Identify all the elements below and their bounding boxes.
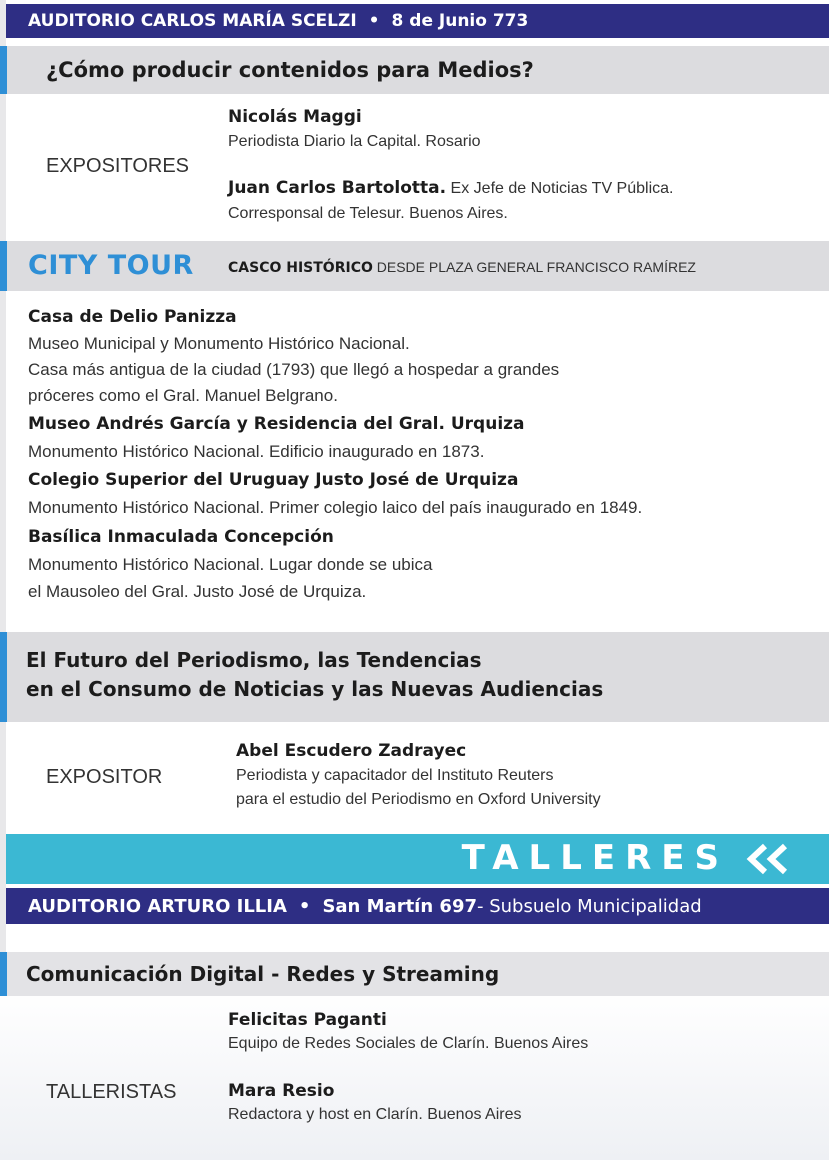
venue-bar-scelzi — [6, 4, 829, 38]
venue-bar-illia — [6, 888, 829, 924]
tour-stop-title: Basílica Inmaculada Concepción — [28, 527, 334, 547]
city-tour-subtitle — [228, 259, 696, 276]
speaker-description: Periodista Diario la Capital. Rosario — [228, 133, 481, 150]
speaker-description: Periodista y capacitador del Instituto Reuters — [236, 767, 554, 784]
venue-extra: - Subsuelo Municipalidad — [477, 895, 702, 917]
tour-stop-text: el Mausoleo del Gral. Justo José de Urquiza. — [28, 582, 367, 601]
session-title: ¿Cómo producir contenidos para Medios? — [46, 58, 534, 82]
venue-name: AUDITORIO ARTURO ILLIA — [28, 895, 287, 917]
role-label-expositores: EXPOSITORES — [46, 155, 190, 177]
venue-address: San Martín 697 — [322, 895, 477, 917]
session-accent-tab — [0, 632, 7, 722]
session-title-line2: en el Consumo de Noticias y las Nuevas Audiencias — [26, 677, 604, 701]
speaker-description: Redactora y host en Clarín. Buenos Aires — [228, 1106, 522, 1123]
tour-stop-text: próceres como el Gral. Manuel Belgrano. — [28, 386, 338, 405]
tour-stop-text: Casa más antigua de la ciudad (1793) que llegó a hospedar a grandes — [28, 360, 560, 379]
speaker-description: Corresponsal de Telesur. Buenos Aires. — [228, 205, 508, 222]
session-title: Comunicación Digital - Redes y Streaming — [26, 962, 500, 986]
session-accent-tab — [0, 952, 7, 996]
double-chevron-left-icon — [735, 840, 799, 878]
city-tour-accent-tab — [0, 241, 7, 291]
tour-stop-text: Monumento Histórico Nacional. Edificio inaugurado en 1873. — [28, 442, 485, 461]
tour-stop-text: Museo Municipal y Monumento Histórico Nacional. — [28, 334, 410, 353]
city-tour-title: CITY TOUR — [28, 250, 194, 281]
speaker-name: Juan Carlos Bartolotta. — [228, 178, 447, 198]
tour-stop-text: Monumento Histórico Nacional. Primer colegio laico del país inaugurado en 1849. — [28, 498, 643, 517]
role-label-expositor: EXPOSITOR — [46, 766, 163, 788]
speaker-name: Abel Escudero Zadrayec — [236, 741, 467, 761]
tour-stop-text: Monumento Histórico Nacional. Lugar donde se ubica — [28, 555, 433, 574]
speaker-entry — [228, 178, 673, 198]
speaker-name: Mara Resio — [228, 1081, 335, 1101]
role-label-talleristas: TALLERISTAS — [46, 1081, 177, 1103]
session-accent-tab — [0, 46, 7, 94]
tour-stop-title: Colegio Superior del Uruguay Justo José de Urquiza — [28, 470, 519, 490]
venue-address: 8 de Junio 773 — [391, 11, 529, 31]
background-fade — [0, 990, 829, 1160]
talleres-label: TALLERES — [461, 838, 729, 878]
city-tour-subtitle-rest: DESDE PLAZA GENERAL FRANCISCO RAMÍREZ — [372, 259, 696, 275]
venue-separator: • — [298, 895, 311, 917]
venue-separator: • — [368, 11, 380, 31]
speaker-description: Ex Jefe de Noticias TV Pública. — [446, 180, 674, 197]
city-tour-subtitle-bold: CASCO HISTÓRICO — [228, 260, 373, 276]
speaker-description: Equipo de Redes Sociales de Clarín. Buenos Aires — [228, 1035, 589, 1052]
session-title-line1: El Futuro del Periodismo, las Tendencias — [26, 648, 482, 672]
tour-stop-title: Casa de Delio Panizza — [28, 307, 237, 327]
speaker-name: Felicitas Paganti — [228, 1010, 387, 1030]
tour-stop-title: Museo Andrés García y Residencia del Gral. Urquiza — [28, 414, 525, 434]
venue-name: AUDITORIO CARLOS MARÍA SCELZI — [28, 11, 357, 31]
speaker-description: para el estudio del Periodismo en Oxford University — [236, 791, 601, 808]
speaker-name: Nicolás Maggi — [228, 107, 362, 127]
